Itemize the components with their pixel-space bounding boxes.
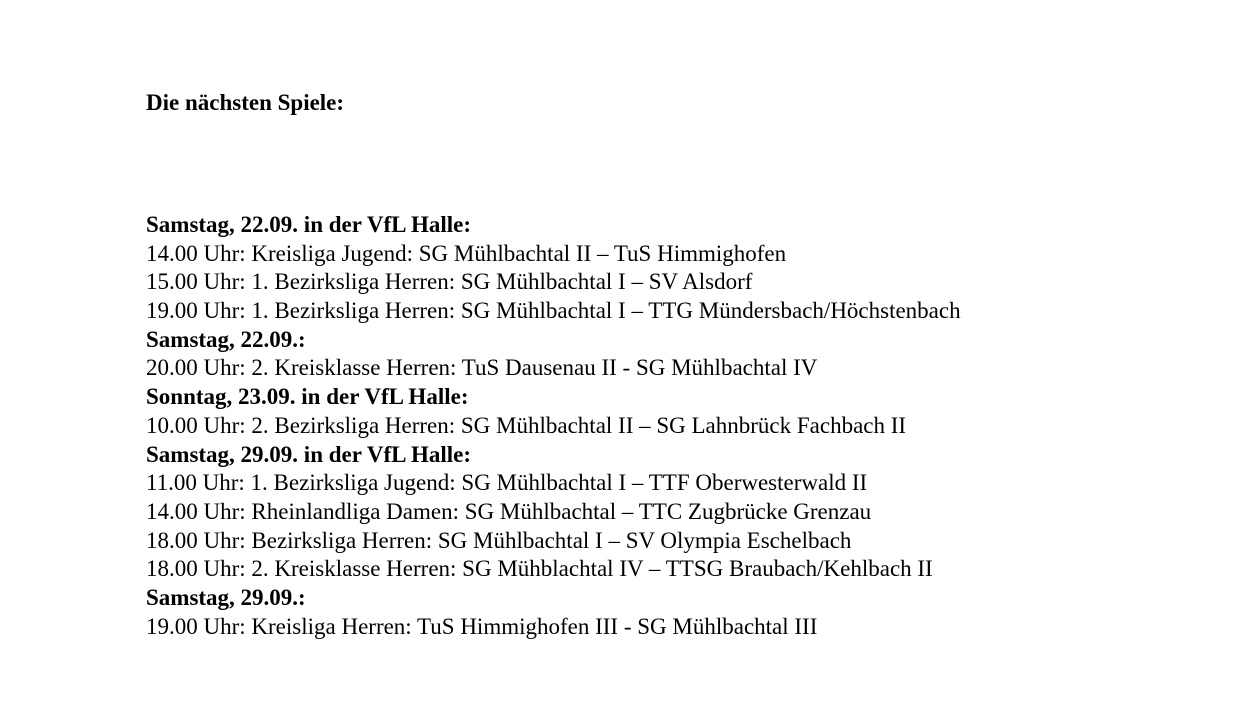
schedule-day-heading: Samstag, 22.09. in der VfL Halle: bbox=[146, 212, 471, 237]
schedule-day-heading: Samstag, 29.09. in der VfL Halle: bbox=[146, 441, 471, 467]
schedule-match-entry: 14.00 Uhr: Rheinlandliga Damen: SG Mühlbachtal – TTC Zugbrücke Grenzau bbox=[146, 498, 872, 524]
schedule-day-heading: Sonntag, 23.09. in der VfL Halle: bbox=[146, 384, 469, 410]
schedule-day-heading: Samstag, 29.09.: bbox=[146, 584, 306, 610]
schedule-match-entry: 18.00 Uhr: 2. Kreisklasse Herren: SG Mühblachtal IV – TTSG Braubach/Kehlbach II bbox=[146, 556, 933, 582]
schedule-match-entry: 18.00 Uhr: Bezirksliga Herren: SG Mühlbachtal I – SV Olympia Eschelbach bbox=[146, 527, 852, 553]
schedule-day-heading: Samstag, 22.09.: bbox=[146, 326, 306, 352]
match-schedule bbox=[146, 211, 961, 641]
schedule-match-entry: 10.00 Uhr: 2. Bezirksliga Herren: SG Mühlbachtal II – SG Lahnbrück Fachbach II bbox=[146, 412, 907, 438]
page-title: Die nächsten Spiele: bbox=[146, 90, 345, 115]
schedule-match-entry: 19.00 Uhr: Kreisliga Herren: TuS Himmighofen III - SG Mühlbachtal III bbox=[146, 613, 818, 639]
schedule-match-entry: 11.00 Uhr: 1. Bezirksliga Jugend: SG Mühlbachtal I – TTF Oberwesterwald II bbox=[146, 470, 868, 496]
schedule-match-entry: 20.00 Uhr: 2. Kreisklasse Herren: TuS Dausenau II - SG Mühlbachtal IV bbox=[146, 355, 818, 381]
schedule-match-entry: 15.00 Uhr: 1. Bezirksliga Herren: SG Mühlbachtal I – SV Alsdorf bbox=[146, 269, 753, 295]
schedule-match-entry: 19.00 Uhr: 1. Bezirksliga Herren: SG Mühlbachtal I – TTG Mündersbach/Höchstenbach bbox=[146, 298, 961, 324]
schedule-match-entry: 14.00 Uhr: Kreisliga Jugend: SG Mühlbachtal II – TuS Himmighofen bbox=[146, 240, 787, 266]
